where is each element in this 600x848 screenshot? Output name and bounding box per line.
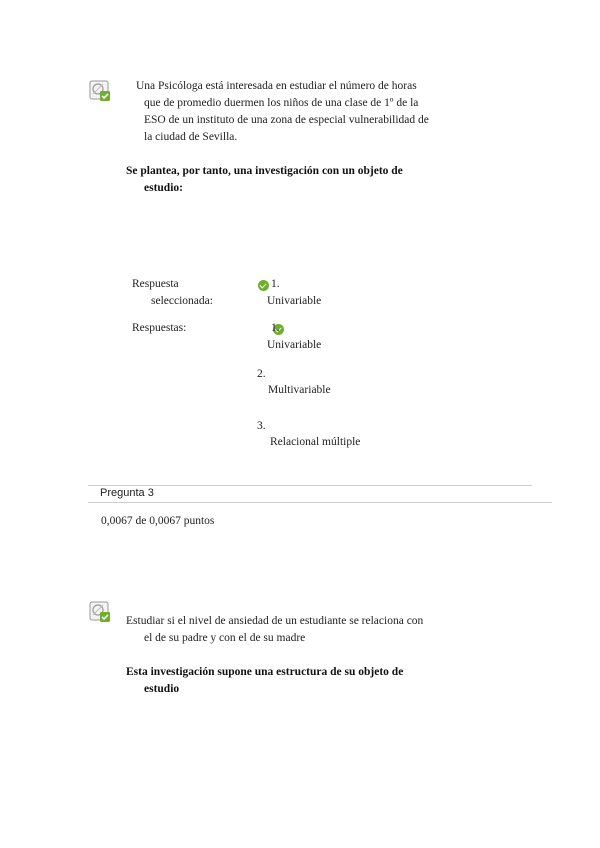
q2-question-line-2: estudio: [144, 182, 183, 194]
answer-3-text: Relacional múltiple [270, 436, 361, 448]
question-header-top-rule [88, 485, 532, 486]
question-3-score: 0,0067 de 0,0067 puntos [101, 515, 215, 527]
selected-answer-number: 1. [271, 278, 280, 290]
question-check-icon [89, 601, 111, 623]
q3-prompt-line-2: el de su padre y con el de su madre [144, 632, 306, 644]
q3-question-line-2: estudio [144, 683, 180, 695]
q3-prompt-line-1: Estudiar si el nivel de ansiedad de un estudiante se relaciona con [126, 615, 424, 627]
answer-1-number: 1. [271, 322, 280, 334]
selected-answer-label-line-2: seleccionada: [151, 295, 213, 307]
q2-prompt-line-2: que de promedio duermen los niños de una clase de 1º de la [144, 97, 419, 109]
answers-label: Respuestas: [132, 322, 187, 334]
q2-prompt-line-3: ESO de un instituto de una zona de especial vulnerabilidad de [144, 114, 429, 126]
answer-3-number: 3. [257, 420, 266, 432]
q2-prompt-line-4: la ciudad de Sevilla. [144, 131, 238, 143]
answer-2-number: 2. [257, 368, 266, 380]
answer-2-text: Multivariable [268, 384, 331, 396]
answer-1-text: Univariable [267, 339, 322, 351]
q2-question-line-1: Se plantea, por tanto, una investigación con un objeto de [126, 165, 403, 177]
question-check-icon [89, 80, 111, 102]
selected-answer-label-line-1: Respuesta [132, 278, 179, 290]
selected-answer-text: Univariable [267, 295, 322, 307]
q2-prompt-line-1: Una Psicóloga está interesada en estudiar el número de horas [136, 80, 417, 92]
correct-check-icon [258, 280, 269, 291]
q3-question-line-1: Esta investigación supone una estructura de su objeto de [126, 666, 404, 678]
question-header-bottom-rule [88, 502, 552, 503]
question-3-header: Pregunta 3 [100, 487, 154, 499]
